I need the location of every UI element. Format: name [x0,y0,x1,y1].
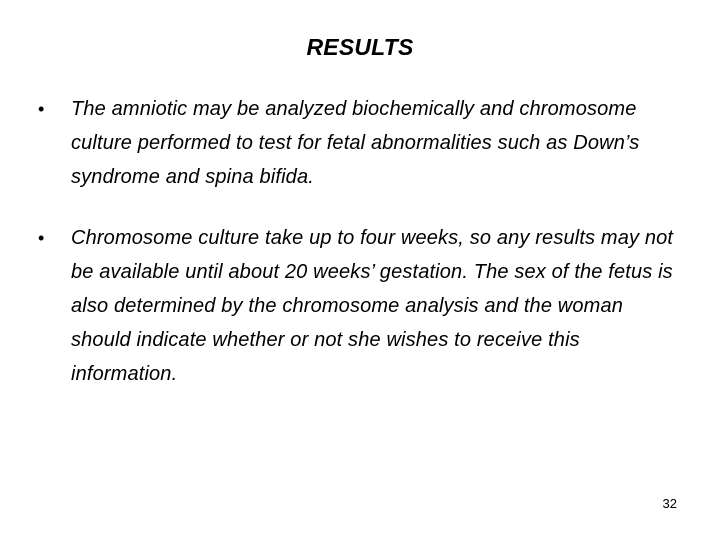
bullet-marker: • [38,228,45,248]
slide-title: RESULTS [306,34,414,60]
bullet-item [38,92,688,194]
bullet-item [38,221,688,391]
bullet-text: The amniotic may be analyzed biochemically and chromosome culture performed to test for fetal abnormalities such as Down’s syndrome and spina bifida. [71,98,640,188]
page-number: 32 [662,496,677,511]
bullet-list [38,92,688,391]
bullet-text: Chromosome culture take up to four weeks, so any results may not be available until about 20 weeks’ gestation. The sex of the fetus is also determined by the chromosome analysis and the woman should indicate whether or not she wishes to receive this information. [71,227,674,385]
bullet-marker: • [38,99,45,119]
